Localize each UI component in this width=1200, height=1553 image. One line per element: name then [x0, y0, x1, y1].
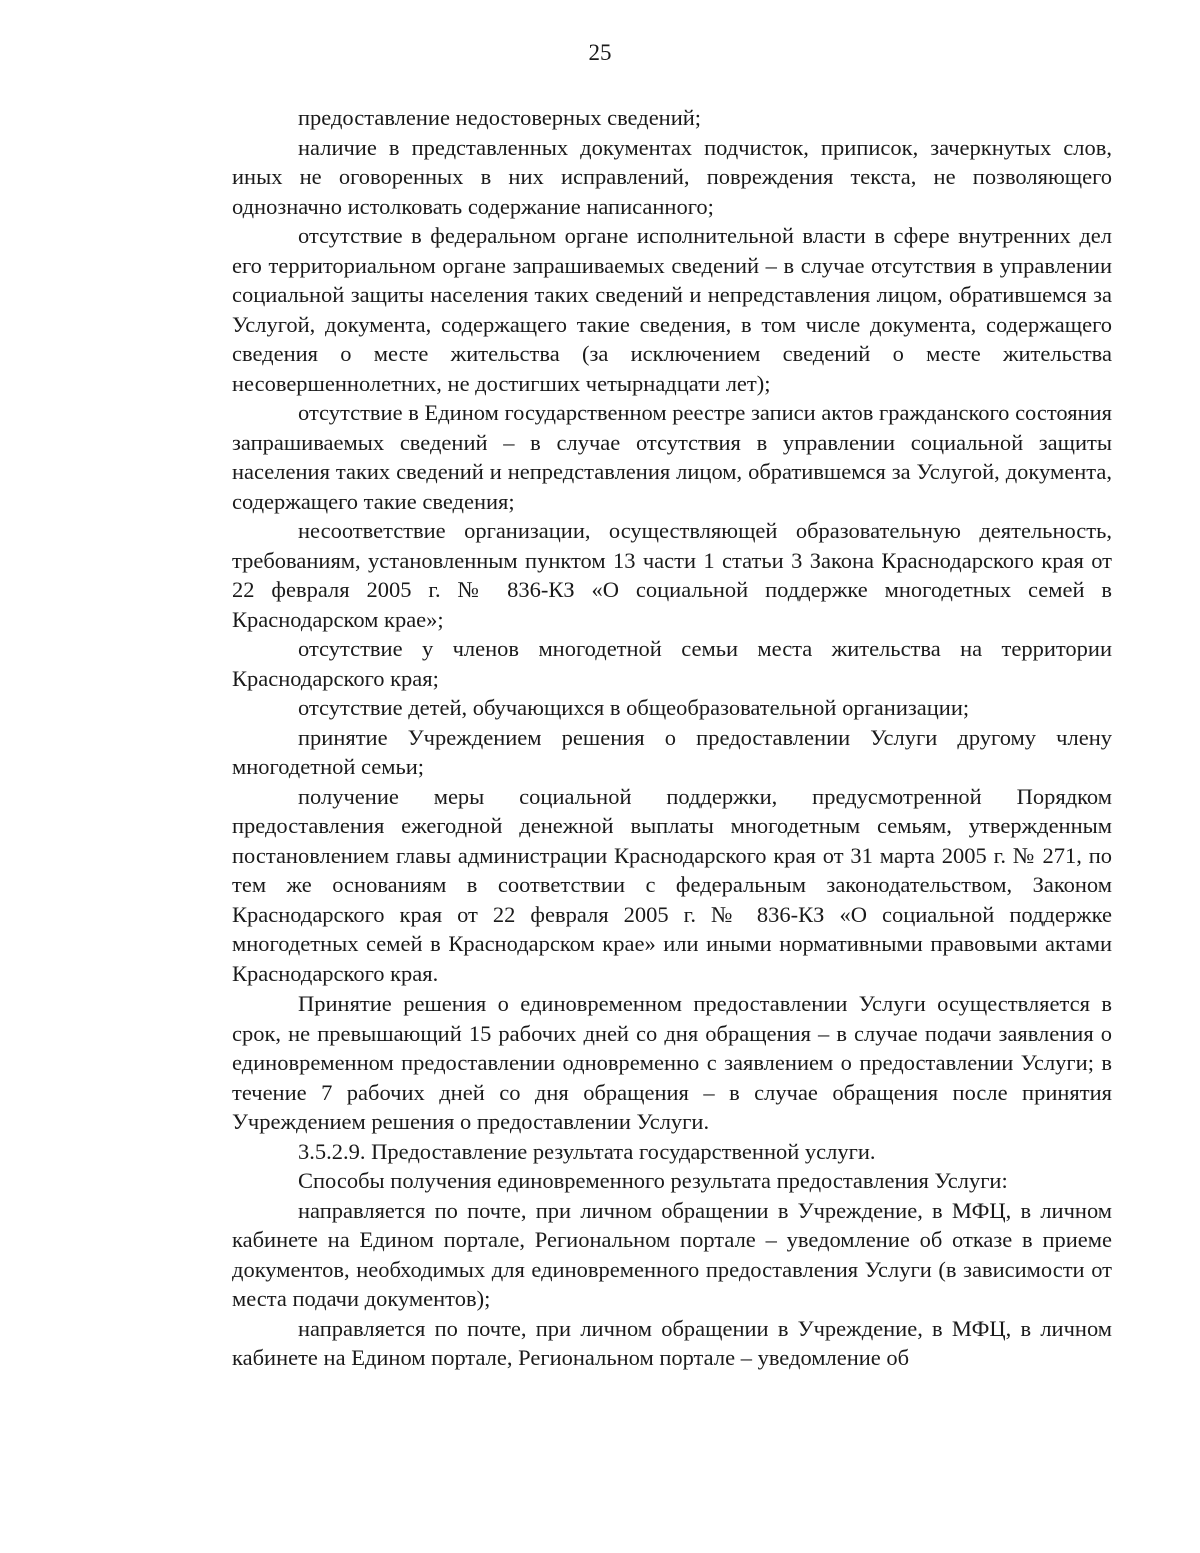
paragraph: направляется по почте, при личном обращении в Учреждение, в МФЦ, в личном кабинете на Едином портале, Региональном портале – уведомление об	[232, 1315, 1112, 1370]
paragraph: направляется по почте, при личном обращении в Учреждение, в МФЦ, в личном кабинете на Едином портале, Региональном портале – уведомление об отказе в приеме документов, необходимых для единовременного предоставления Услуги (в зависимости от места подачи документов);	[232, 1197, 1112, 1311]
paragraph: отсутствие у членов многодетной семьи места жительства на территории Краснодарского края;	[232, 636, 1112, 691]
document-body	[232, 103, 1112, 1373]
paragraph: Способы получения единовременного результата предоставления Услуги:	[298, 1168, 1008, 1193]
paragraph: получение меры социальной поддержки, предусмотренной Порядком предоставления ежегодной денежной выплаты многодетным семьям, утвержденным постановлением главы администрации Краснодарского края от 31 марта 2005 г. № 271, по тем же основаниям в соответствии с федеральным законодательством, Законом Краснодарского края от 22 февраля 2005 г. № 836-КЗ «О социальной поддержке многодетных семей в Краснодарском крае» или иными нормативными правовыми актами Краснодарского края.	[232, 783, 1112, 986]
paragraph: отсутствие детей, обучающихся в общеобразовательной организации;	[298, 695, 970, 720]
paragraph: несоответствие организации, осуществляющей образовательную деятельность, требованиям, установленным пунктом 13 части 1 статьи 3 Закона Краснодарского края от 22 февраля 2005 г. № 836-КЗ «О социальной поддержке многодетных семей в Краснодарском крае»;	[232, 518, 1112, 632]
paragraph: Принятие решения о единовременном предоставлении Услуги осуществляется в срок, не превышающий 15 рабочих дней со дня обращения – в случае подачи заявления о единовременном предоставлении одновременно с заявлением о предоставлении Услуги; в течение 7 рабочих дней со дня обращения – в случае обращения после принятия Учреждением решения о предоставлении Услуги.	[232, 991, 1112, 1134]
paragraph: предоставление недостоверных сведений;	[298, 105, 702, 130]
section-heading: 3.5.2.9. Предоставление результата государственной услуги.	[298, 1138, 876, 1164]
paragraph: принятие Учреждением решения о предоставлении Услуги другому члену многодетной семьи;	[232, 724, 1112, 779]
paragraph: отсутствие в Едином государственном реестре записи актов гражданского состояния запрашиваемых сведений – в случае отсутствия в управлении социальной защиты населения таких сведений и непредставления лицом, обратившемся за Услугой, документа, содержащего такие сведения;	[232, 400, 1112, 514]
paragraph: отсутствие в федеральном органе исполнительной власти в сфере внутренних дел его территориальном органе запрашиваемых сведений – в случае отсутствия в управлении социальной защиты населения таких сведений и непредставления лицом, обратившемся за Услугой, документа, содержащего такие сведения, в том числе документа, содержащего сведения о месте жительства (за исключением сведений о месте жительства несовершеннолетних, не достигших четырнадцати лет);	[232, 223, 1112, 396]
page-number: 25	[588, 40, 612, 65]
paragraph: наличие в представленных документах подчисток, приписок, зачеркнутых слов, иных не оговоренных в них исправлений, повреждения текста, не позволяющего однозначно истолковать содержание написанного;	[232, 134, 1112, 219]
